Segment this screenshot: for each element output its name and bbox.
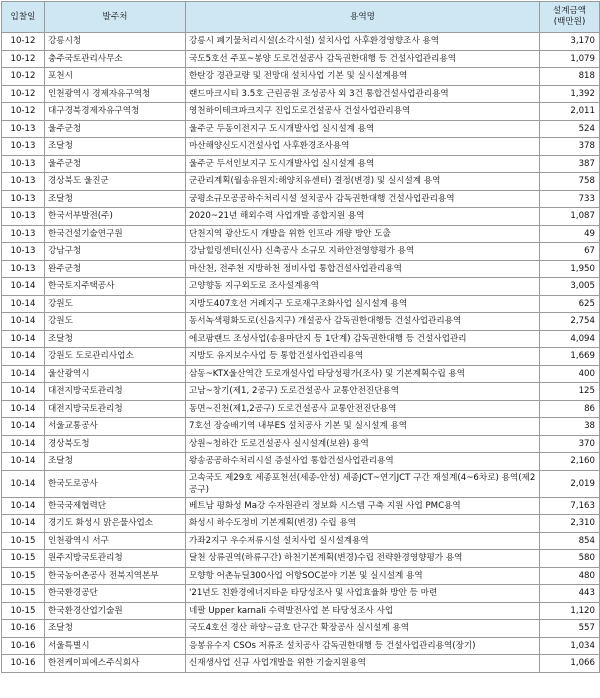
header-org: 발주처 (45, 2, 186, 33)
cell-date: 10-16 (2, 620, 45, 638)
table-row (2, 260, 600, 278)
cell-desc: 가좌2지구 우수저류시설 설치사업 실시설계용역 (186, 532, 540, 550)
cell-amount: 4,094 (540, 330, 600, 348)
cell-amount: 370 (540, 435, 600, 453)
table-row (2, 400, 600, 418)
cell-date: 10-13 (2, 190, 45, 208)
table-row (2, 497, 600, 515)
cell-org: 강원도 도로관리사업소 (45, 348, 186, 366)
cell-amount: 733 (540, 190, 600, 208)
cell-desc: 강남힐링센터(신사) 신축공사 소규모 지하안전영향평가 용역 (186, 243, 540, 261)
table-row (2, 313, 600, 331)
cell-date: 10-15 (2, 567, 45, 585)
cell-desc: 삼동~KTX울산역간 도로개설사업 타당성평가(조사) 및 기본계획수립 용역 (186, 365, 540, 383)
cell-desc: 단천지역 광산도시 개발을 위한 인프라 개량 방안 도출 (186, 225, 540, 243)
table-row (2, 532, 600, 550)
cell-org: 인천광역시 경제자유구역청 (45, 85, 186, 103)
cell-amount: 387 (540, 155, 600, 173)
table-row (2, 470, 600, 497)
table-row (2, 33, 600, 51)
cell-desc: 강릉시 폐기물처리시설(소각시설) 설치사업 사후환경영향조사 용역 (186, 33, 540, 51)
cell-date: 10-13 (2, 260, 45, 278)
cell-desc: 상원~청하간 도로건설공사 실시설계(보완) 용역 (186, 435, 540, 453)
cell-date: 10-13 (2, 208, 45, 226)
table-header-row (2, 2, 600, 33)
cell-org: 경기도 화성시 맑은물사업소 (45, 515, 186, 533)
cell-org: 울산광역시 (45, 365, 186, 383)
cell-amount: 2,310 (540, 515, 600, 533)
cell-date: 10-14 (2, 418, 45, 436)
cell-desc: 고속국도 제29호 세종포천선(세종-안성) 세종JCT~연기JCT 구간 재설계(4~6차로) 용역(제2공구) (186, 470, 540, 497)
cell-desc: 영천하이테크파크지구 진입도로건설공사 건설사업관리용역 (186, 103, 540, 121)
cell-date: 10-15 (2, 602, 45, 620)
table-row (2, 550, 600, 568)
cell-date: 10-14 (2, 313, 45, 331)
header-date: 입찰일 (2, 2, 45, 33)
cell-org: 강남구청 (45, 243, 186, 261)
cell-desc: '21년도 친환경에너지타운 타당성조사 및 사업효율화 방안 등 마련 (186, 585, 540, 603)
cell-desc: 국도4호선 경산 하양~금호 단구간 확장공사 실시설계 용역 (186, 620, 540, 638)
cell-org: 한국토지주택공사 (45, 278, 186, 296)
cell-desc: 울주군 두서인보지구 도시개발사업 실시설계 용역 (186, 155, 540, 173)
header-amount-line2: (백만원) (553, 17, 586, 27)
table-row (2, 383, 600, 401)
table-row (2, 435, 600, 453)
cell-desc: 화성시 하수도정비 기본계획(변경) 수립 용역 (186, 515, 540, 533)
cell-desc: 응봉유수지 CSOs 저류조 설치공사 감독권한대행 등 건설사업관리용역(장기) (186, 637, 540, 655)
cell-org: 조달청 (45, 453, 186, 471)
cell-amount: 1,950 (540, 260, 600, 278)
cell-org: 한국건설기술연구원 (45, 225, 186, 243)
cell-org: 경상북도청 (45, 435, 186, 453)
bid-table (1, 1, 600, 673)
cell-amount: 67 (540, 243, 600, 261)
table-row (2, 225, 600, 243)
table-row (2, 365, 600, 383)
cell-amount: 758 (540, 173, 600, 191)
cell-date: 10-14 (2, 453, 45, 471)
table-row (2, 567, 600, 585)
table-body (2, 33, 600, 673)
cell-org: 포천시 (45, 68, 186, 86)
cell-amount: 1,087 (540, 208, 600, 226)
cell-amount: 49 (540, 225, 600, 243)
table-row (2, 585, 600, 603)
table-row (2, 620, 600, 638)
table-row (2, 295, 600, 313)
cell-desc: 네팔 Upper karnali 수력발전사업 본 타당성조사 사업 (186, 602, 540, 620)
cell-date: 10-16 (2, 655, 45, 673)
cell-date: 10-14 (2, 365, 45, 383)
cell-amount: 818 (540, 68, 600, 86)
cell-org: 한국국제협력단 (45, 497, 186, 515)
cell-org: 한국도로공사 (45, 470, 186, 497)
cell-amount: 2,754 (540, 313, 600, 331)
header-desc: 용역명 (186, 2, 540, 33)
cell-date: 10-12 (2, 33, 45, 51)
cell-date: 10-14 (2, 497, 45, 515)
table-row (2, 278, 600, 296)
cell-org: 조달청 (45, 330, 186, 348)
cell-desc: 지방도 유지보수사업 등 통합건설사업관리용역 (186, 348, 540, 366)
cell-desc: 동면~진천(제1,2공구) 도로건설공사 교통안전진단용역 (186, 400, 540, 418)
cell-date: 10-13 (2, 155, 45, 173)
cell-desc: 동서녹색평화도로(신음지구) 개설공사 감독권한대행등 건설사업관리용역 (186, 313, 540, 331)
cell-org: 조달청 (45, 190, 186, 208)
cell-amount: 7,163 (540, 497, 600, 515)
cell-org: 대구경북경제자유구역청 (45, 103, 186, 121)
cell-org: 대전지방국토관리청 (45, 383, 186, 401)
cell-date: 10-14 (2, 330, 45, 348)
cell-desc: 군관리계획(월송유원지:해양치유센터) 결정(변경) 및 실시설계 용역 (186, 173, 540, 191)
cell-org: 충주국토관리사무소 (45, 50, 186, 68)
cell-date: 10-15 (2, 532, 45, 550)
cell-date: 10-13 (2, 120, 45, 138)
cell-amount: 38 (540, 418, 600, 436)
cell-date: 10-13 (2, 173, 45, 191)
table-row (2, 50, 600, 68)
table-row (2, 103, 600, 121)
cell-desc: 모향항 어촌뉴딜300사업 어항SOC분야 기본 및 실시설계 용역 (186, 567, 540, 585)
header-amount (540, 2, 600, 33)
cell-desc: 국도5호선 주포~봉양 도로건설공사 감독권한대행 등 건설사업관리용역 (186, 50, 540, 68)
cell-desc: 랜드마크시티 3.5호 근린공원 조성공사 외 3건 통합건설사업관리용역 (186, 85, 540, 103)
table-row (2, 515, 600, 533)
cell-desc: 에코팜랜드 조성사업(송용마단지 등 1단계) 감독권한대행 등 건설사업관리 (186, 330, 540, 348)
cell-org: 조달청 (45, 620, 186, 638)
cell-org: 인천광역시 서구 (45, 532, 186, 550)
table-row (2, 68, 600, 86)
cell-desc: 신재생사업 신규 사업개발을 위한 기술지원용역 (186, 655, 540, 673)
cell-org: 경상북도 울진군 (45, 173, 186, 191)
table-row (2, 655, 600, 673)
cell-date: 10-15 (2, 550, 45, 568)
cell-desc: 2020~21년 해외수력 사업개발 종합지원 용역 (186, 208, 540, 226)
table-row (2, 330, 600, 348)
table-row (2, 173, 600, 191)
cell-amount: 1,669 (540, 348, 600, 366)
cell-amount: 3,170 (540, 33, 600, 51)
cell-amount: 2,011 (540, 103, 600, 121)
cell-amount: 1,079 (540, 50, 600, 68)
cell-desc: 7호선 장승배기역 내부ES 설치공사 기본 및 실시설계 용역 (186, 418, 540, 436)
cell-desc: 달천 상류권역(하류구간) 하천기본계획(변경)수립 전략환경영향평가 용역 (186, 550, 540, 568)
cell-date: 10-14 (2, 295, 45, 313)
cell-amount: 86 (540, 400, 600, 418)
cell-amount: 480 (540, 567, 600, 585)
cell-date: 10-14 (2, 278, 45, 296)
cell-amount: 3,005 (540, 278, 600, 296)
cell-amount: 1,392 (540, 85, 600, 103)
table-row (2, 348, 600, 366)
table-row (2, 85, 600, 103)
table-row (2, 243, 600, 261)
cell-amount: 854 (540, 532, 600, 550)
cell-org: 한국환경공단 (45, 585, 186, 603)
cell-desc: 마산천, 전주천 지방하천 정비사업 통합건설사업관리용역 (186, 260, 540, 278)
table-row (2, 453, 600, 471)
cell-org: 서울교통공사 (45, 418, 186, 436)
cell-date: 10-14 (2, 515, 45, 533)
cell-amount: 2,019 (540, 470, 600, 497)
cell-desc: 궁평소규모공공하수처리시설 설치공사 감독권한대행 건설사업관리용역 (186, 190, 540, 208)
cell-org: 한국서부발전(주) (45, 208, 186, 226)
cell-org: 원주지방국토관리청 (45, 550, 186, 568)
table-row (2, 120, 600, 138)
cell-org: 울주군청 (45, 155, 186, 173)
cell-org: 서울특별시 (45, 637, 186, 655)
cell-desc: 마산해양신도시건설사업 사후환경조사용역 (186, 138, 540, 156)
table-row (2, 138, 600, 156)
cell-org: 조달청 (45, 138, 186, 156)
cell-amount: 1,066 (540, 655, 600, 673)
cell-amount: 400 (540, 365, 600, 383)
table-row (2, 208, 600, 226)
cell-org: 한전케이피에스주식회사 (45, 655, 186, 673)
cell-org: 울주군청 (45, 120, 186, 138)
cell-amount: 1,034 (540, 637, 600, 655)
cell-amount: 443 (540, 585, 600, 603)
cell-amount: 625 (540, 295, 600, 313)
table-row (2, 637, 600, 655)
cell-date: 10-12 (2, 85, 45, 103)
cell-desc: 왕송공공하수처리시설 증설사업 통합건설사업관리용역 (186, 453, 540, 471)
table-row (2, 190, 600, 208)
cell-date: 10-13 (2, 225, 45, 243)
cell-date: 10-13 (2, 243, 45, 261)
header-amount-line1: 설계금액 (552, 6, 587, 16)
cell-amount: 1,120 (540, 602, 600, 620)
table-row (2, 418, 600, 436)
table-row (2, 155, 600, 173)
cell-amount: 2,160 (540, 453, 600, 471)
cell-amount: 580 (540, 550, 600, 568)
cell-date: 10-12 (2, 103, 45, 121)
cell-org: 강원도 (45, 313, 186, 331)
cell-desc: 고남~창기(제1, 2공구) 도로건설공사 교통안전진단용역 (186, 383, 540, 401)
cell-desc: 고양향동 지구외도로 조사설계용역 (186, 278, 540, 296)
cell-date: 10-14 (2, 435, 45, 453)
cell-org: 강릉시청 (45, 33, 186, 51)
cell-date: 10-13 (2, 138, 45, 156)
cell-date: 10-12 (2, 50, 45, 68)
cell-date: 10-14 (2, 348, 45, 366)
cell-org: 대전지방국토관리청 (45, 400, 186, 418)
cell-amount: 524 (540, 120, 600, 138)
cell-date: 10-14 (2, 400, 45, 418)
cell-date: 10-15 (2, 585, 45, 603)
cell-org: 한국환경산업기술원 (45, 602, 186, 620)
cell-org: 강원도 (45, 295, 186, 313)
cell-desc: 한탄강 경관교량 및 전망대 설치사업 기본 및 실시설계용역 (186, 68, 540, 86)
cell-amount: 125 (540, 383, 600, 401)
cell-date: 10-14 (2, 470, 45, 497)
cell-org: 한국농어촌공사 전북지역본부 (45, 567, 186, 585)
cell-date: 10-16 (2, 637, 45, 655)
table-row (2, 602, 600, 620)
cell-date: 10-14 (2, 383, 45, 401)
cell-desc: 울주군 두동이전지구 도시개발사업 실시설계 용역 (186, 120, 540, 138)
cell-amount: 378 (540, 138, 600, 156)
cell-date: 10-12 (2, 68, 45, 86)
cell-desc: 베트남 평화성 Ma강 수자원관리 정보화 시스템 구축 지원 사업 PMC용역 (186, 497, 540, 515)
cell-org: 완주군청 (45, 260, 186, 278)
cell-desc: 지방도407호선 거례지구 도로재구조화사업 실시설계 용역 (186, 295, 540, 313)
cell-amount: 557 (540, 620, 600, 638)
